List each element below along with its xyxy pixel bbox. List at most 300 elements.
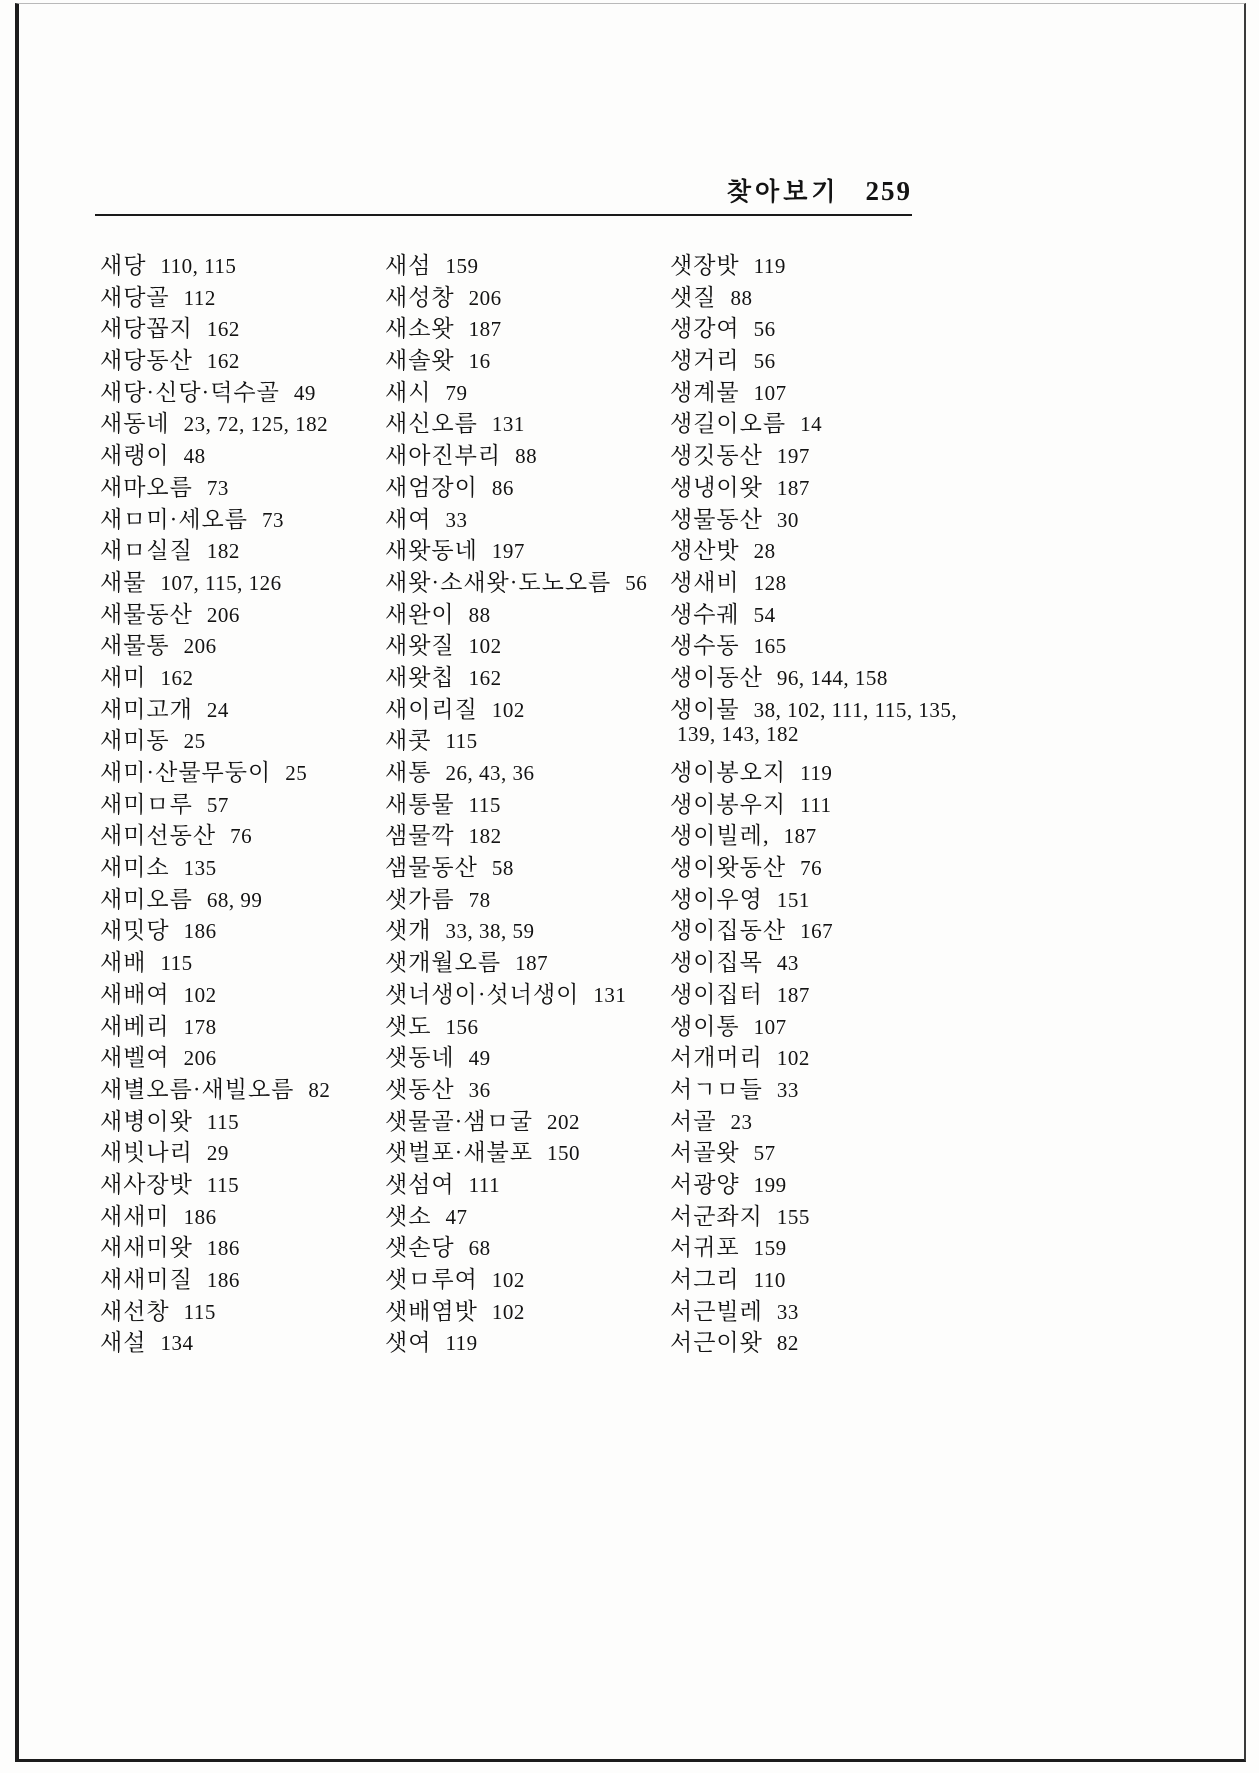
index-entry xyxy=(670,374,1199,406)
index-entry xyxy=(670,976,1199,1008)
index-entry xyxy=(100,469,385,501)
entry-pages: 206 xyxy=(183,634,217,659)
entry-pages: 165 xyxy=(753,634,787,659)
index-entry xyxy=(385,405,670,437)
entry-pages: 112 xyxy=(183,285,216,310)
entry-term: 새미선동산 xyxy=(100,823,217,849)
entry-term: 생이물 xyxy=(670,696,740,722)
entry-term: 샛도 xyxy=(385,1013,432,1039)
entry-pages: 33, 38, 59 xyxy=(445,919,535,944)
entry-term: 서골왓 xyxy=(670,1140,740,1166)
entry-pages: 16 xyxy=(468,349,491,374)
entry-term: 새새미질 xyxy=(100,1267,193,1292)
entry-pages: 49 xyxy=(468,1046,491,1071)
entry-pages: 115 xyxy=(468,792,501,817)
index-entry xyxy=(385,912,670,944)
index-entry xyxy=(670,437,1199,469)
entry-pages: 26, 43, 36 xyxy=(445,761,535,785)
entry-pages: 115 xyxy=(206,1109,240,1134)
entry-pages: 68 xyxy=(468,1236,491,1261)
index-entry xyxy=(670,944,1199,976)
page-number: 259 xyxy=(865,176,912,206)
entry-pages: 29 xyxy=(206,1141,229,1166)
entry-pages: 30 xyxy=(776,507,799,532)
entry-term: 샛손당 xyxy=(385,1235,455,1261)
index-entry xyxy=(100,1324,385,1356)
entry-pages: 73 xyxy=(206,475,229,500)
index-column-2 xyxy=(385,247,670,1356)
entry-pages: 96, 144, 158 xyxy=(776,665,888,690)
entry-term: 새새미 xyxy=(100,1203,170,1229)
entry-term: 샛질 xyxy=(670,284,717,310)
entry-term: 서근빌레 xyxy=(670,1298,763,1324)
index-entry xyxy=(670,754,1199,786)
index-entry xyxy=(385,944,670,976)
entry-pages: 115 xyxy=(183,1299,216,1324)
entry-term: 새별오름·새빌오름 xyxy=(100,1076,295,1102)
entry-pages: 182 xyxy=(468,824,502,849)
entry-term: 서근이왓 xyxy=(670,1330,763,1356)
index-entry xyxy=(385,469,670,501)
index-entry xyxy=(100,374,385,406)
index-entry xyxy=(385,374,670,406)
index-entry xyxy=(100,1166,385,1198)
index-entry xyxy=(100,1071,385,1103)
index-entry xyxy=(385,976,670,1008)
entry-term: 새완이 xyxy=(385,601,455,627)
index-entry xyxy=(100,247,385,279)
entry-term: 생강여 xyxy=(670,316,740,342)
index-entry xyxy=(670,1039,1199,1071)
entry-pages: 43 xyxy=(776,951,799,976)
entry-pages: 102 xyxy=(491,1299,525,1324)
index-entry xyxy=(670,1293,1199,1325)
entry-term: 생이집목 xyxy=(670,950,763,976)
index-entry xyxy=(100,754,385,786)
index-entry xyxy=(670,817,1199,849)
index-entry xyxy=(100,976,385,1008)
index-entry xyxy=(100,564,385,596)
entry-term: 생물동산 xyxy=(670,506,763,532)
entry-term: 새동네 xyxy=(100,411,170,437)
index-entry xyxy=(670,627,1199,659)
index-entry xyxy=(100,627,385,659)
entry-pages: 28 xyxy=(753,539,776,564)
index-entry xyxy=(385,279,670,311)
entry-pages: 119 xyxy=(753,254,786,278)
entry-term: 새당동산 xyxy=(100,348,193,374)
entry-term: 샛배염밧 xyxy=(385,1298,478,1324)
index-entry xyxy=(670,532,1199,564)
entry-pages: 102 xyxy=(776,1046,810,1071)
entry-pages: 102 xyxy=(183,982,217,1007)
entry-pages: 58 xyxy=(491,856,514,881)
entry-pages: 206 xyxy=(183,1046,217,1071)
index-entry xyxy=(670,596,1199,628)
entry-pages: 111 xyxy=(800,792,832,817)
index-entry xyxy=(385,1198,670,1230)
entry-pages: 151 xyxy=(776,887,810,912)
entry-term: 새ㅁ실질 xyxy=(100,538,193,564)
index-entry xyxy=(100,1198,385,1230)
entry-pages: 202 xyxy=(546,1109,580,1134)
entry-term: 서군좌지 xyxy=(670,1203,763,1229)
index-entry-continuation xyxy=(670,722,1199,754)
entry-pages: 23 xyxy=(730,1109,753,1134)
entry-term: 새당 xyxy=(100,253,147,278)
entry-pages: 88 xyxy=(468,602,491,627)
entry-term: 샛개 xyxy=(385,918,432,944)
index-entry xyxy=(100,786,385,818)
index-entry xyxy=(385,849,670,881)
entry-pages: 131 xyxy=(491,412,525,437)
entry-term: 새미소 xyxy=(100,855,170,881)
index-entry xyxy=(670,342,1199,374)
index-entry xyxy=(100,532,385,564)
index-entry xyxy=(670,1103,1199,1135)
index-entry xyxy=(385,501,670,533)
index-entry xyxy=(385,1134,670,1166)
entry-term: 새왓동네 xyxy=(385,538,478,564)
entry-pages: 206 xyxy=(206,602,240,627)
entry-term: 새물통 xyxy=(100,633,170,659)
entry-term: 새엄장이 xyxy=(385,474,478,500)
entry-term: 새미ㅁ루 xyxy=(100,791,193,817)
entry-term: 새이리질 xyxy=(385,696,478,722)
entry-pages: 36 xyxy=(468,1077,491,1102)
entry-term: 새여 xyxy=(385,506,432,532)
index-entry xyxy=(670,1008,1199,1040)
entry-pages: 155 xyxy=(776,1204,810,1229)
entry-term: 새베리 xyxy=(100,1013,170,1039)
entry-pages: 162 xyxy=(160,665,194,690)
entry-term: 서광양 xyxy=(670,1171,740,1197)
entry-term: 생길이오름 xyxy=(670,411,787,437)
entry-term: 생수궤 xyxy=(670,601,740,627)
index-entry xyxy=(670,1166,1199,1198)
entry-term: 새ㅁ미·세오름 xyxy=(100,506,248,532)
index-entry xyxy=(670,881,1199,913)
index-columns xyxy=(100,247,1199,1356)
entry-pages: 82 xyxy=(776,1331,799,1356)
entry-term: 새미·산물무둥이 xyxy=(100,760,272,785)
entry-pages: 88 xyxy=(515,444,538,469)
entry-term: 새배 xyxy=(100,950,147,976)
entry-term: 새선창 xyxy=(100,1298,170,1324)
entry-pages: 76 xyxy=(230,824,253,849)
entry-pages: 206 xyxy=(468,285,502,310)
entry-pages: 25 xyxy=(285,761,308,785)
entry-term: 서귀포 xyxy=(670,1235,740,1261)
entry-pages: 23, 72, 125, 182 xyxy=(183,412,329,437)
entry-term: 서골 xyxy=(670,1108,717,1134)
index-entry xyxy=(100,1134,385,1166)
index-entry xyxy=(100,405,385,437)
index-entry xyxy=(670,1071,1199,1103)
entry-pages: 197 xyxy=(491,539,525,564)
entry-pages: 186 xyxy=(183,1204,217,1229)
entry-pages: 54 xyxy=(753,602,776,627)
index-entry xyxy=(100,944,385,976)
index-entry xyxy=(670,469,1199,501)
entry-term: 샛개월오름 xyxy=(385,950,502,976)
index-column-1 xyxy=(100,247,385,1356)
index-entry xyxy=(670,405,1199,437)
entry-term: 새미동 xyxy=(100,728,170,754)
entry-pages: 187 xyxy=(468,317,502,342)
index-entry xyxy=(385,659,670,691)
entry-term: 새배여 xyxy=(100,981,170,1007)
index-entry xyxy=(385,722,670,754)
entry-pages: 182 xyxy=(206,539,240,564)
index-entry xyxy=(385,596,670,628)
index-entry xyxy=(385,1008,670,1040)
index-entry xyxy=(385,1261,670,1293)
entry-pages: 128 xyxy=(753,570,787,595)
index-entry xyxy=(670,1324,1199,1356)
index-entry xyxy=(385,342,670,374)
entry-pages: 162 xyxy=(468,665,502,690)
entry-term: 새설 xyxy=(100,1330,147,1356)
index-entry xyxy=(100,501,385,533)
index-entry xyxy=(670,247,1199,279)
entry-pages: 25 xyxy=(183,729,206,754)
index-entry xyxy=(670,1198,1199,1230)
index-entry xyxy=(100,1229,385,1261)
entry-term: 새당꼽지 xyxy=(100,316,193,342)
entry-pages: 33 xyxy=(776,1077,799,1102)
index-column-3 xyxy=(670,247,1199,1356)
index-entry xyxy=(385,247,670,279)
entry-term: 새솔왓 xyxy=(385,348,455,374)
entry-pages: 57 xyxy=(206,792,229,817)
entry-pages: 186 xyxy=(183,919,217,944)
entry-term: 새통물 xyxy=(385,791,455,817)
index-entry xyxy=(385,1103,670,1135)
entry-pages: 115 xyxy=(445,729,478,754)
index-entry xyxy=(385,1071,670,1103)
entry-pages: 49 xyxy=(293,380,316,405)
entry-term: 샛여 xyxy=(385,1330,432,1356)
entry-term: 샛물골·샘ㅁ굴 xyxy=(385,1108,533,1134)
index-entry xyxy=(100,1103,385,1135)
index-entry xyxy=(100,691,385,723)
entry-pages: 56 xyxy=(753,349,776,374)
entry-pages: 187 xyxy=(783,824,817,849)
index-entry xyxy=(385,1039,670,1071)
entry-pages: 14 xyxy=(800,412,823,437)
entry-term: 새통 xyxy=(385,760,432,785)
entry-term: 새미오름 xyxy=(100,886,193,912)
index-entry xyxy=(670,564,1199,596)
entry-term: 생깃동산 xyxy=(670,443,763,469)
entry-pages: 139, 143, 182 xyxy=(677,722,799,747)
entry-pages: 187 xyxy=(776,475,810,500)
entry-term: 생거리 xyxy=(670,348,740,374)
index-entry xyxy=(385,1293,670,1325)
index-entry xyxy=(385,817,670,849)
entry-term: 생계물 xyxy=(670,379,740,405)
entry-term: 생이집터 xyxy=(670,981,763,1007)
entry-pages: 134 xyxy=(160,1331,194,1356)
entry-pages: 73 xyxy=(261,507,284,532)
entry-term: 생수동 xyxy=(670,633,740,659)
index-entry xyxy=(385,881,670,913)
entry-term: 생이집동산 xyxy=(670,918,787,944)
index-entry xyxy=(385,1229,670,1261)
entry-pages: 119 xyxy=(800,761,833,785)
entry-term: 샛동네 xyxy=(385,1045,455,1071)
entry-term: 샛가름 xyxy=(385,886,455,912)
index-entry xyxy=(100,1008,385,1040)
entry-pages: 167 xyxy=(800,919,834,944)
entry-term: 새시 xyxy=(385,379,432,405)
entry-term: 생이동산 xyxy=(670,664,763,690)
entry-pages: 110 xyxy=(753,1268,786,1292)
entry-term: 샛벌포·새불포 xyxy=(385,1140,533,1166)
entry-pages: 79 xyxy=(445,380,468,405)
index-entry xyxy=(100,912,385,944)
entry-pages: 159 xyxy=(753,1236,787,1261)
index-entry xyxy=(385,1166,670,1198)
entry-pages: 115 xyxy=(160,951,193,976)
index-entry xyxy=(385,437,670,469)
entry-term: 샛소 xyxy=(385,1203,432,1229)
entry-pages: 88 xyxy=(730,285,753,310)
entry-term: 샘물동산 xyxy=(385,855,478,881)
entry-term: 새빗나리 xyxy=(100,1140,193,1166)
index-entry xyxy=(100,1039,385,1071)
entry-term: 새물 xyxy=(100,569,147,595)
entry-term: 샛ㅁ루여 xyxy=(385,1267,478,1292)
entry-pages: 150 xyxy=(546,1141,580,1166)
entry-term: 새새미왓 xyxy=(100,1235,193,1261)
index-entry xyxy=(100,659,385,691)
index-entry xyxy=(385,754,670,786)
entry-term: 새물동산 xyxy=(100,601,193,627)
entry-pages: 110, 115 xyxy=(160,254,237,278)
entry-pages: 162 xyxy=(206,349,240,374)
entry-term: 서개머리 xyxy=(670,1045,763,1071)
entry-pages: 156 xyxy=(445,1014,479,1039)
index-entry xyxy=(385,564,670,596)
entry-term: 새콧 xyxy=(385,728,432,754)
entry-pages: 107 xyxy=(753,1014,787,1039)
entry-pages: 119 xyxy=(445,1331,478,1356)
index-entry xyxy=(385,691,670,723)
entry-term: 생이왓동산 xyxy=(670,855,787,881)
entry-pages: 56 xyxy=(753,317,776,342)
index-entry xyxy=(100,279,385,311)
entry-pages: 135 xyxy=(183,856,217,881)
entry-pages: 107, 115, 126 xyxy=(160,570,282,595)
entry-term: 새소왓 xyxy=(385,316,455,342)
index-entry xyxy=(100,437,385,469)
entry-term: 생새비 xyxy=(670,569,740,595)
entry-pages: 111 xyxy=(468,1172,501,1197)
index-entry xyxy=(385,310,670,342)
index-entry xyxy=(385,627,670,659)
entry-pages: 102 xyxy=(491,697,525,722)
entry-pages: 56 xyxy=(625,570,648,595)
index-entry xyxy=(100,881,385,913)
index-entry xyxy=(670,310,1199,342)
index-entry xyxy=(670,849,1199,881)
entry-pages: 48 xyxy=(183,444,206,469)
entry-term: 새당골 xyxy=(100,284,170,310)
entry-term: 생이통 xyxy=(670,1013,740,1039)
entry-term: 새왓질 xyxy=(385,633,455,659)
index-entry xyxy=(670,786,1199,818)
entry-pages: 199 xyxy=(753,1172,787,1197)
entry-term: 새아진부리 xyxy=(385,443,502,469)
entry-term: 샘물깍 xyxy=(385,823,455,849)
index-entry xyxy=(385,532,670,564)
index-entry xyxy=(100,1293,385,1325)
entry-term: 새벨여 xyxy=(100,1045,170,1071)
index-entry xyxy=(670,691,1199,723)
entry-pages: 187 xyxy=(776,982,810,1007)
entry-pages: 24 xyxy=(206,697,229,722)
index-entry xyxy=(100,596,385,628)
entry-pages: 68, 99 xyxy=(206,887,263,912)
entry-pages: 33 xyxy=(445,507,468,532)
entry-pages: 78 xyxy=(468,887,491,912)
entry-pages: 47 xyxy=(445,1204,468,1229)
entry-term: 샛섬여 xyxy=(385,1171,455,1197)
entry-term: 새당·신당·덕수골 xyxy=(100,379,280,405)
entry-term: 생이빌레, xyxy=(670,823,770,849)
entry-pages: 115 xyxy=(206,1172,240,1197)
entry-term: 새사장밧 xyxy=(100,1171,193,1197)
entry-term: 새신오름 xyxy=(385,411,478,437)
entry-term: 생이봉오지 xyxy=(670,760,787,785)
header-title: 찾아보기 xyxy=(726,179,840,206)
entry-term: 생산밧 xyxy=(670,538,740,564)
index-entry xyxy=(670,279,1199,311)
entry-pages: 107 xyxy=(753,380,787,405)
entry-pages: 131 xyxy=(593,982,627,1007)
entry-pages: 162 xyxy=(206,317,240,342)
entry-pages: 159 xyxy=(445,254,479,278)
entry-term: 생이우영 xyxy=(670,886,763,912)
entry-term: 서그리 xyxy=(670,1267,740,1292)
entry-term: 새미고개 xyxy=(100,696,193,722)
entry-pages: 38, 102, 111, 115, 135, xyxy=(753,697,958,722)
index-entry xyxy=(100,722,385,754)
entry-pages: 186 xyxy=(206,1268,240,1292)
index-entry xyxy=(670,912,1199,944)
index-entry xyxy=(670,1134,1199,1166)
entry-pages: 102 xyxy=(468,634,502,659)
entry-term: 샛동산 xyxy=(385,1076,455,1102)
entry-term: 새섬 xyxy=(385,253,432,278)
entry-term: 새밋당 xyxy=(100,918,170,944)
index-entry xyxy=(670,501,1199,533)
index-entry xyxy=(670,1229,1199,1261)
entry-term: 새왓·소새왓·도노오름 xyxy=(385,569,612,595)
index-entry xyxy=(100,310,385,342)
entry-pages: 102 xyxy=(491,1268,525,1292)
entry-term: 새성창 xyxy=(385,284,455,310)
index-entry xyxy=(385,1324,670,1356)
header-rule xyxy=(95,214,912,216)
index-entry xyxy=(385,786,670,818)
index-entry xyxy=(100,1261,385,1293)
entry-pages: 76 xyxy=(800,856,823,881)
entry-pages: 187 xyxy=(515,951,549,976)
index-entry xyxy=(100,342,385,374)
